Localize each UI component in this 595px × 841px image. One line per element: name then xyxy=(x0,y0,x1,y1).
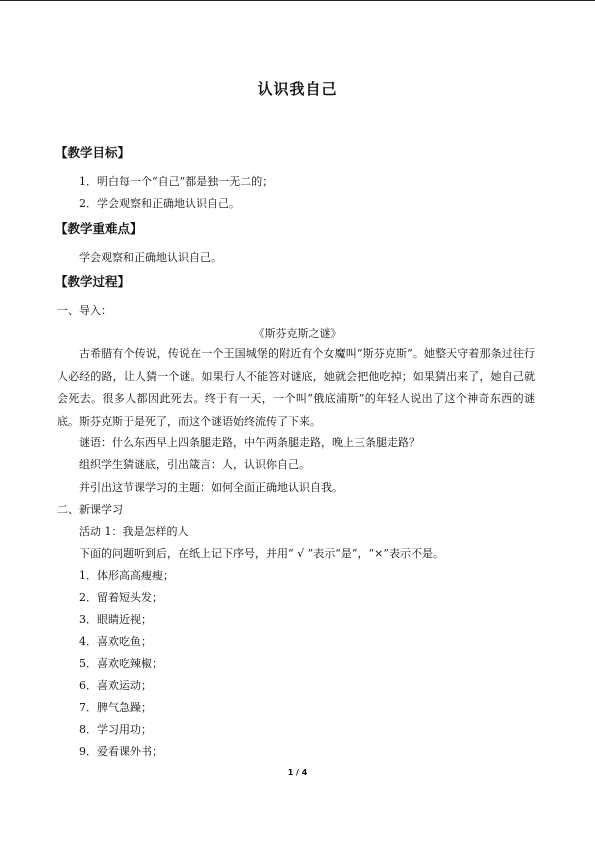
heading-key-points: 【教学重难点】 xyxy=(55,221,143,236)
question-item: 6．喜欢运动； xyxy=(79,679,152,692)
part1-label: 一、导入： xyxy=(57,304,112,317)
story-paragraph: 古希腊有个传说，传说在一个王国城堡的附近有个女魔叫“斯芬克斯”。她整天守着那条过往行人必经的路，让人猜一个谜。如果行人不能答对谜底，她就会把他吃掉；如果猜出来了，她自己就会死去。很多人都因此死去。终于有一天，一个叫“俄底浦斯”的年轻人说出了这个神奇东西的谜底。斯芬克斯于是死了，而这个谜语始终流传了下来。 xyxy=(57,347,535,428)
heading-teaching-process: 【教学过程】 xyxy=(55,274,131,289)
part2-label: 二、新课学习 xyxy=(57,503,123,516)
question-item: 8．学习用功； xyxy=(79,723,152,736)
page-title: 认识我自己 xyxy=(257,80,338,98)
goal-item-2: 2．学会观察和正确地认识自己。 xyxy=(79,197,240,210)
question-item: 7．脾气急躁； xyxy=(79,701,152,714)
story-title: 《斯芬克斯之谜》 xyxy=(253,327,342,340)
heading-teaching-goals: 【教学目标】 xyxy=(55,145,131,160)
question-item: 9．爱看课外书； xyxy=(79,745,163,758)
question-item: 2．留着短头发； xyxy=(79,591,163,604)
question-item: 5．喜欢吃辣椒； xyxy=(79,657,163,670)
activity-instruction: 下面的问题听到后，在纸上记下序号，并用“ √ ”表示“是”，“×”表示不是。 xyxy=(79,547,444,560)
riddle-text: 谜语：什么东西早上四条腿走路，中午两条腿走路，晚上三条腿走路？ xyxy=(79,436,420,449)
question-item: 3．眼睛近视； xyxy=(79,613,152,626)
question-item: 1．体形高高瘦瘦； xyxy=(79,569,174,582)
activity-title: 活动 1：我是怎样的人 xyxy=(79,525,189,538)
key-points-text: 学会观察和正确地认识自己。 xyxy=(79,251,222,264)
question-item: 4．喜欢吃鱼； xyxy=(79,635,152,648)
guess-text: 组织学生猜谜底，引出箴言：人，认识你自己。 xyxy=(79,458,310,471)
theme-text: 并引出这节课学习的主题：如何全面正确地认识自我。 xyxy=(79,481,343,494)
page-number: 1 / 4 xyxy=(287,768,308,777)
goal-item-1: 1．明白每一个“自己”都是独一无二的； xyxy=(79,175,274,188)
